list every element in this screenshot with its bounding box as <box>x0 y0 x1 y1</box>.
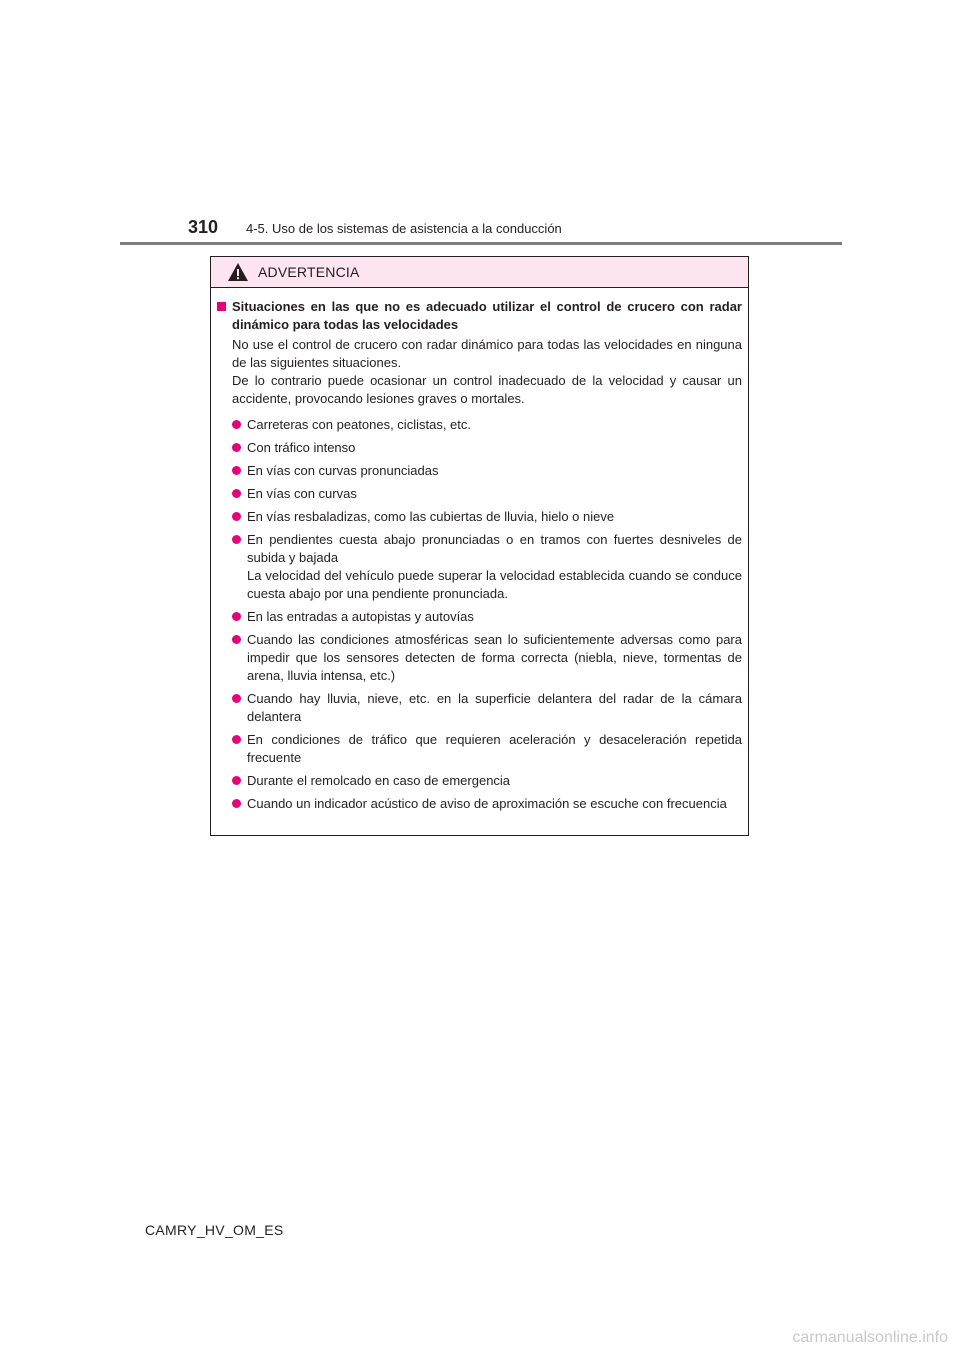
list-item: Cuando las condiciones atmosféricas sean lo suficientemente adversas como para impedir que los sensores detecten de forma correcta (niebla, nieve, tormentas de arena, lluvia intensa, etc.) <box>217 631 742 685</box>
list-item: Con tráfico intenso <box>217 439 742 457</box>
bullet-dot-icon <box>232 635 241 644</box>
bullet-dot-icon <box>232 466 241 475</box>
warning-heading <box>217 298 742 334</box>
list-item: En condiciones de tráfico que requieren aceleración y desaceleración repetida frecuente <box>217 731 742 767</box>
warning-header <box>211 257 748 288</box>
warning-box <box>210 256 749 836</box>
list-item: En vías con curvas <box>217 485 742 503</box>
list-item: Cuando un indicador acústico de aviso de aproximación se escuche con frecuencia <box>217 795 742 813</box>
list-item: Carreteras con peatones, ciclistas, etc. <box>217 416 742 434</box>
situation-list <box>217 416 742 813</box>
section-title: 4-5. Uso de los sistemas de asistencia a la conducción <box>246 221 562 236</box>
bullet-dot-icon <box>232 612 241 621</box>
page-number: 310 <box>188 217 219 237</box>
warning-intro: No use el control de crucero con radar dinámico para todas las velocidades en ninguna de las siguientes situaciones. De lo contrario puede ocasionar un control inadecuado de la velocidad y causar un accidente, provocando lesiones graves o mortales. <box>232 337 742 406</box>
list-item: En las entradas a autopistas y autovías <box>217 608 742 626</box>
bullet-dot-icon <box>232 535 241 544</box>
list-item: Cuando hay lluvia, nieve, etc. en la superficie delantera del radar de la cámara delantera <box>217 690 742 726</box>
bullet-dot-icon <box>232 420 241 429</box>
bullet-dot-icon <box>232 799 241 808</box>
warning-body <box>211 288 748 813</box>
list-item: En vías con curvas pronunciadas <box>217 462 742 480</box>
warning-label: ADVERTENCIA <box>258 264 360 280</box>
bullet-dot-icon <box>232 489 241 498</box>
list-item: En pendientes cuesta abajo pronunciadas o en tramos con fuertes desniveles de subida y bajada La velocidad del vehículo puede superar la velocidad establecida cuando se conduce cuesta abajo por una pendiente pronunciada. <box>217 531 742 603</box>
header-divider <box>120 242 842 245</box>
watermark: carmanualsonline.info <box>792 1329 948 1346</box>
list-item: Durante el remolcado en caso de emergencia <box>217 772 742 790</box>
document-code: CAMRY_HV_OM_ES <box>145 1222 284 1238</box>
bullet-dot-icon <box>232 694 241 703</box>
bullet-dot-icon <box>232 443 241 452</box>
bullet-dot-icon <box>232 512 241 521</box>
square-bullet-icon <box>217 302 226 311</box>
list-item: En vías resbaladizas, como las cubiertas de lluvia, hielo o nieve <box>217 508 742 526</box>
warning-heading-text: Situaciones en las que no es adecuado utilizar el control de crucero con radar dinámico para todas las velocidades <box>232 299 742 332</box>
warning-triangle-icon <box>227 262 249 282</box>
bullet-dot-icon <box>232 735 241 744</box>
bullet-dot-icon <box>232 776 241 785</box>
